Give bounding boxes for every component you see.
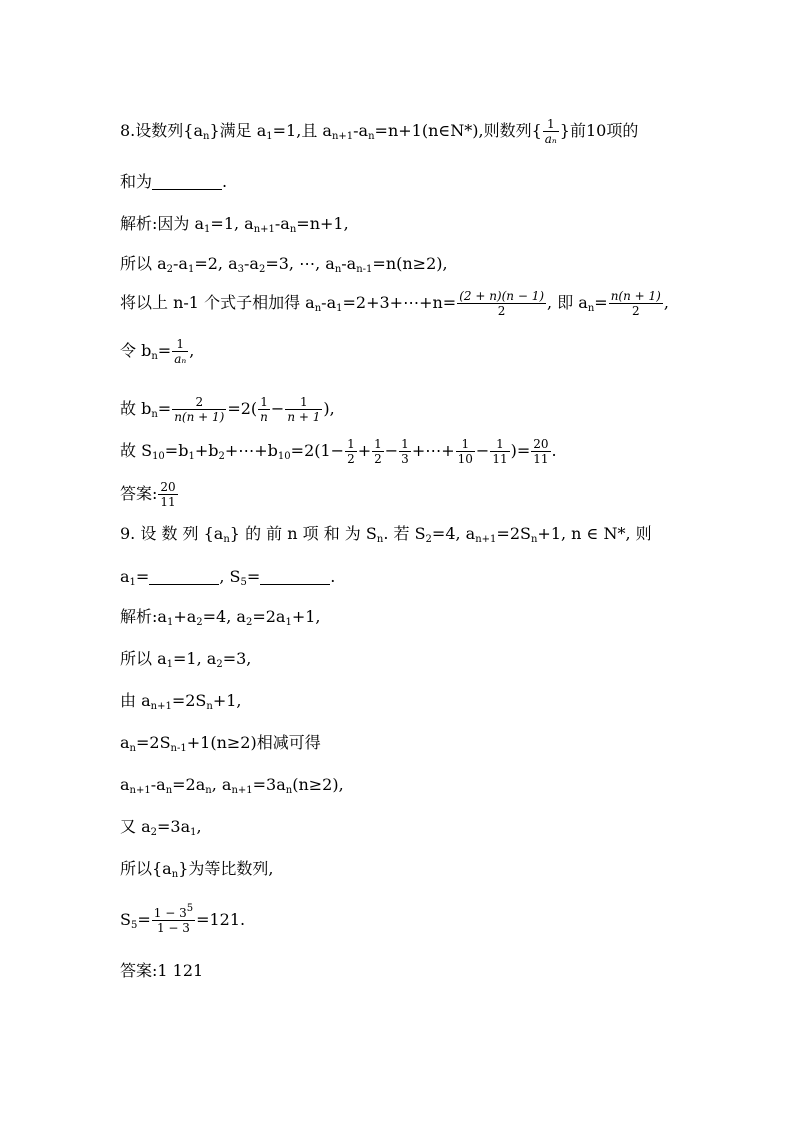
fraction: $\frac{1}{n}$ [260,395,268,424]
fraction: $\frac{n(n + 1)}{2}$ [610,289,661,318]
fraction: $\frac{20}{11}$ [160,480,176,509]
q9-line2: $a_1=$ , $S_5=$ . [120,567,336,588]
q9-sol6: 又 $a_2=3a_1$, [120,817,202,838]
fraction: $\frac{1 - 3^5}{1 - 3}$ [153,903,194,935]
q8-sol6: 故 $S_{10}=b_1+b_2+\cdots+b_{10}=2(1-$ $\frac{1}{2}$ + $\frac{1}{2}$ − $\frac{1}{3}$ +⋯+ $\frac{1}{10}$ − $\frac{1}{11}$ )= $\frac{20}{11}$ . [120,437,557,466]
answer-blank[interactable] [152,173,222,190]
q8-answer: 答案: $\frac{20}{11}$ [120,480,176,509]
q9-line1: 9. 设 数 列 $\{a_n\}$ 的 前 n 项 和 为 $S_n$. 若 $S_2=4$, $a_{n+1}=2S_n+1$, n ∈ N*, 则 [120,524,652,545]
answer-blank-a1[interactable] [149,568,219,585]
fraction: $\frac{2}{n(n + 1)}$ [174,395,225,424]
fraction: $\frac{1}{2}$ [347,437,355,466]
fraction: $\frac{1}{\text{aₙ}}$ [174,337,187,366]
q8-sol2: 所以 $a_2-a_1=2$, $a_3-a_2=3$, ⋯, $a_n-a_{n-1}=n(n\ge 2)$, [120,254,448,275]
q9-sol8: $S_5=$ $\frac{1 - 3^5}{1 - 3}$ =121. [120,903,246,935]
q8-line1: 8.设数列$\{a_n\}$满足 $a_1=1$,且 $a_{n+1}-a_n=n+1(n\in N*)$,则数列{ $\frac{1}{\text{aₙ}}$ }前10项的 [120,117,639,146]
q9-sol2: 所以 $a_1=1$, $a_2=3$, [120,649,252,670]
q9-sol3: 由 $a_{n+1}=2S_n+1$, [120,691,242,712]
answer-blank-s5[interactable] [260,568,330,585]
q9-sol5: $a_{n+1}-a_n=2a_n$, $a_{n+1}=3a_n(n\ge 2)$, [120,775,344,796]
q9-answer: 答案:1 121 [120,961,204,980]
q8-sol1: 解析:因为 $a_1=1$, $a_{n+1}-a_n=n+1$, [120,214,349,235]
fraction: $\frac{1}{\text{aₙ}}$ [544,117,557,146]
q9-sol4: $a_n=2S_{n-1}+1(n\ge 2)$相减可得 [120,733,321,754]
fraction: $\frac{1}{3}$ [401,437,409,466]
fraction: $\frac{1}{2}$ [374,437,382,466]
q8-line2: 和为 . [120,172,228,191]
fraction: $\frac{1}{11}$ [492,437,508,466]
fraction: $\frac{20}{11}$ [533,437,549,466]
q8-sol3: 将以上 n-1 个式子相加得 $a_n-a_1=2+3+\cdots+n=$ $\frac{(2 + n)(n - 1)}{2}$ , 即 $a_n=$ $\frac{n(n + 1)}{2}$ , [120,289,669,318]
fraction: $\frac{(2 + n)(n - 1)}{2}$ [459,289,545,318]
q9-sol7: 所以$\{a_n\}$为等比数列, [120,859,274,880]
q8-sol4: 令 $b_n=$ $\frac{1}{\text{aₙ}}$ , [120,337,195,366]
q8-sol5: 故 $b_n=$ $\frac{2}{n(n + 1)}$ =2( $\frac{1}{n}$ − $\frac{1}{n + 1}$ ), [120,395,335,424]
fraction: $\frac{1}{n + 1}$ [287,395,321,424]
fraction: $\frac{1}{10}$ [457,437,473,466]
q9-sol1: 解析$:a_1+a_2=4$, $a_2=2a_1+1$, [120,607,321,628]
